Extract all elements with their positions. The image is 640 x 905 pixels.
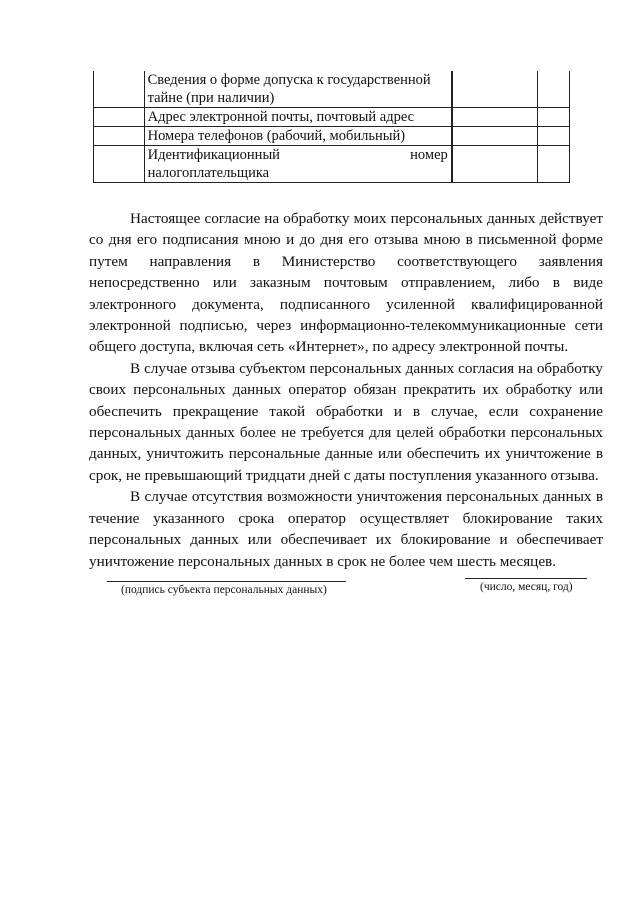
field-name-word: номер <box>410 147 448 163</box>
table-cell-number <box>94 127 145 146</box>
table-row <box>94 108 570 127</box>
paragraph-revocation: В случае отзыва субъектом персональных данных согласия на обработку своих персональных данных оператор обязан прекратить их обработку или обеспечить прекращение такой обработки и в случае, если сохранение персональных данных более не требуется для целей обработки персональных данных, уничтожить персональные данные или обеспечить их уничтожение в срок, не превышающий тридцати дней с даты поступления указанного отзыва. <box>89 359 603 484</box>
table-cell-number <box>94 108 145 127</box>
field-name-word: Идентификационный <box>147 147 280 163</box>
table-row <box>94 71 570 108</box>
field-name-line: налогоплательщика <box>147 165 270 181</box>
table-cell-number <box>94 146 145 183</box>
table-cell-value <box>452 146 538 183</box>
table-cell-value <box>452 71 538 108</box>
table-cell-field-name <box>144 71 452 108</box>
table-row <box>94 146 570 183</box>
signature-caption: (подпись субъекта персональных данных) <box>121 584 327 596</box>
table-cell-field-name: Номера телефонов (рабочий, мобильный) <box>144 127 452 146</box>
table-cell-value <box>452 108 538 127</box>
table-cell-value <box>452 127 538 146</box>
table-row <box>94 127 570 146</box>
table-cell-value <box>537 127 569 146</box>
date-line <box>465 578 587 579</box>
field-name-line <box>148 146 448 164</box>
field-name-line: тайне (при наличии) <box>147 90 275 106</box>
date-caption: (число, месяц, год) <box>480 581 573 593</box>
paragraph-consent-validity: Настоящее согласие на обработку моих персональных данных действует со дня его подписания мною и до дня его отзыва мною в письменной форме путем направления в Министерство соответствующего заявления непосредственно или заказным почтовым отправлением, либо в виде электронного документа, подписанного усиленной квалифицированной электронной подписью, через информационно-телекоммуникационные сети общего доступа, включая сеть «Интернет», по адресу электронной почты. <box>89 210 603 356</box>
table-cell-number <box>94 71 145 108</box>
paragraph-blocking: В случае отсутствия возможности уничтожения персональных данных в течение указанного срока оператор осуществляет блокирование таких персональных данных или обеспечивает их блокирование и обеспечивает уничтожение персональных данных в срок не более чем шесть месяцев. <box>89 488 603 570</box>
personal-data-table <box>93 71 570 183</box>
signature-line <box>107 581 346 582</box>
consent-body-text <box>89 208 603 572</box>
table-cell-value <box>537 71 569 108</box>
field-name-line: Сведения о форме допуска к государственной <box>147 72 431 88</box>
table-cell-value <box>537 108 569 127</box>
table-cell-field-name <box>144 146 452 183</box>
table-cell-field-name: Адрес электронной почты, почтовый адрес <box>144 108 452 127</box>
table-cell-value <box>537 146 569 183</box>
